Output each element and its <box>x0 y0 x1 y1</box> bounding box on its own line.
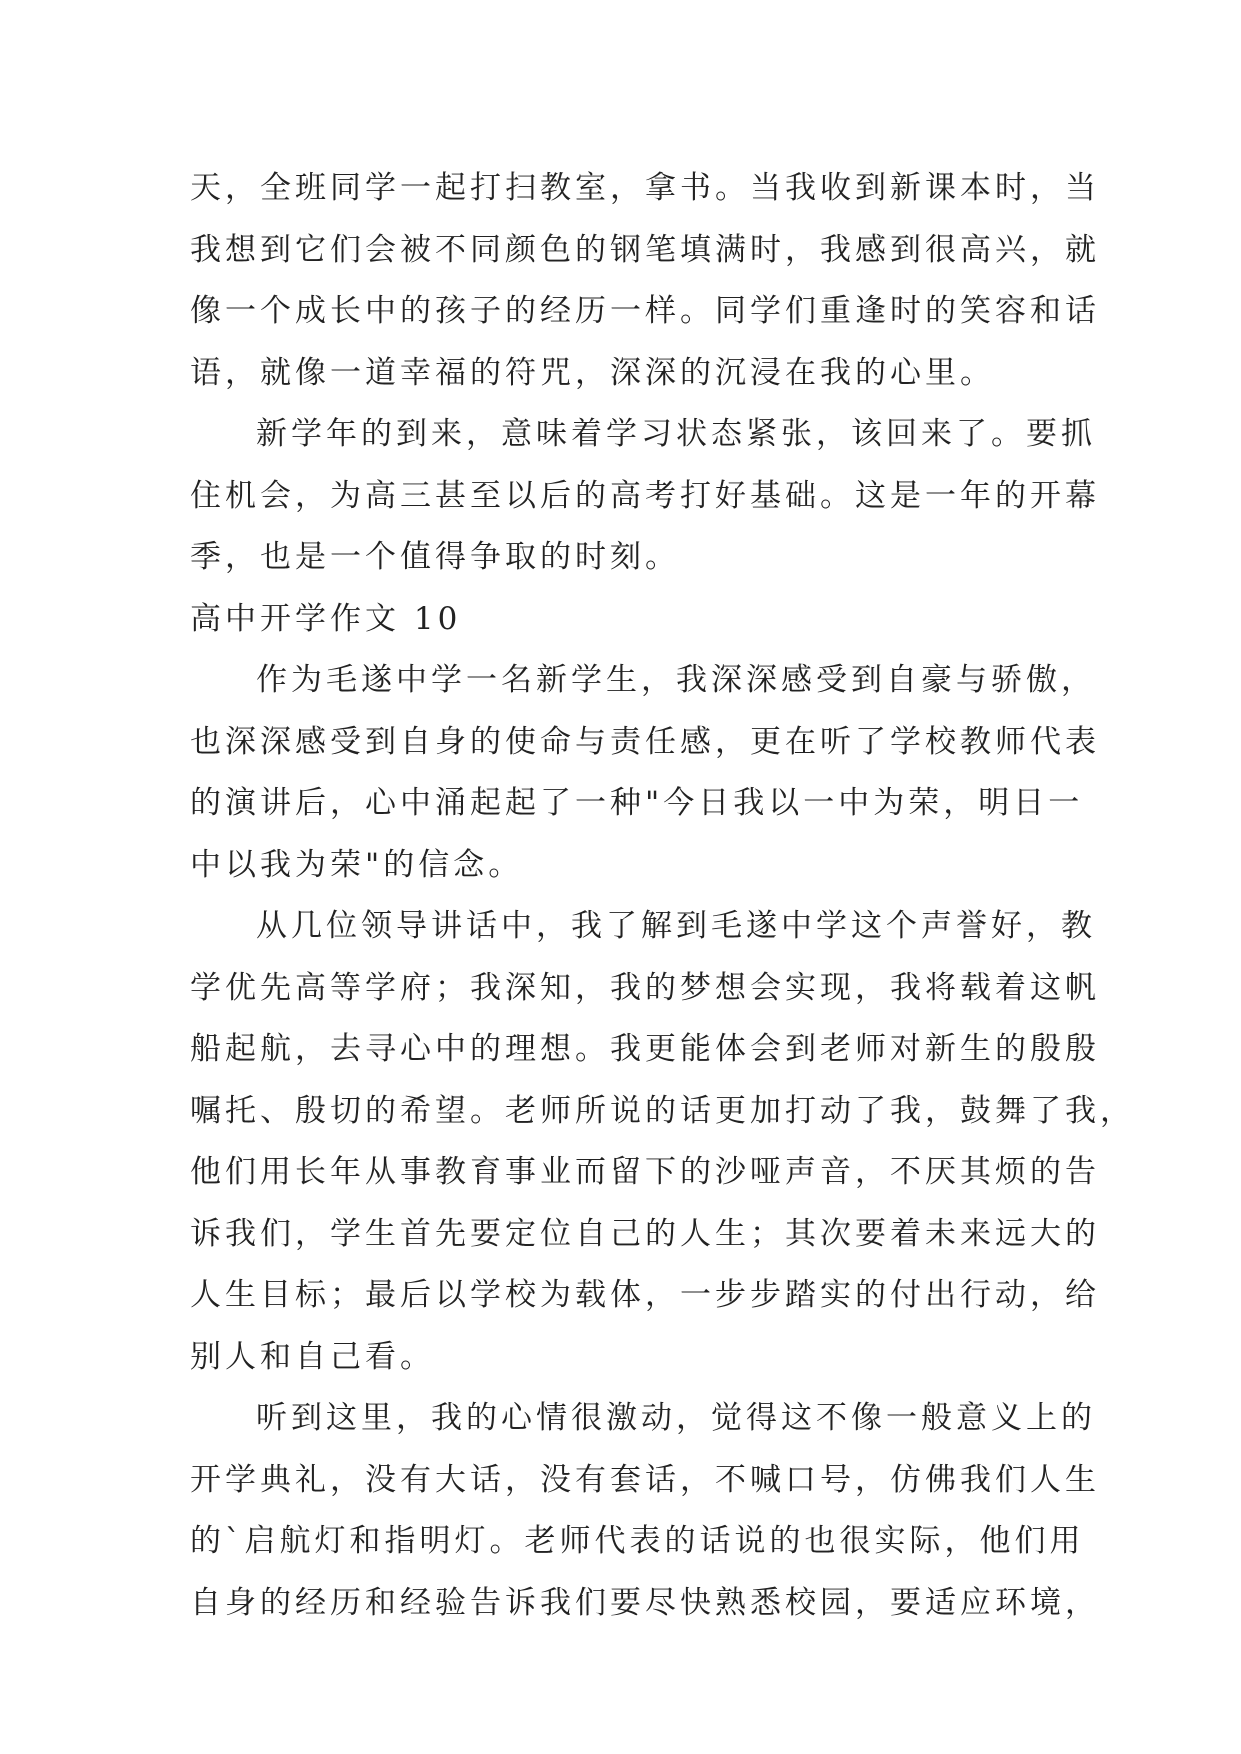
text-line: 我想到它们会被不同颜色的钢笔填满时，我感到很高兴，就 <box>190 231 1100 268</box>
paragraph-start-line: 新学年的到来，意味着学习状态紧张，该回来了。要抓 <box>256 416 1096 452</box>
text-line: 人生目标；最后以学校为载体，一步步踏实的付出行动，给 <box>190 1277 1100 1313</box>
text-line: 诉我们，学生首先要定位自己的人生；其次要着未来远大的 <box>190 1215 1100 1252</box>
text-line: 自身的经历和经验告诉我们要尽快熟悉校园，要适应环境， <box>190 1584 1100 1621</box>
paragraph-start-line: 作为毛遂中学一名新学生，我深深感受到自豪与骄傲， <box>256 662 1096 698</box>
text-line: 嘱托、殷切的希望。老师所说的话更加打动了我，鼓舞了我， <box>190 1092 1135 1129</box>
document-body <box>190 158 1135 1634</box>
text-line: 天，全班同学一起打扫教室，拿书。当我收到新课本时，当 <box>190 170 1100 206</box>
text-line: 像一个成长中的孩子的经历一样。同学们重逢时的笑容和话 <box>190 293 1100 329</box>
text-line: 的演讲后，心中涌起起了一种"今日我以一中为荣，明日一 <box>190 785 1084 821</box>
text-line: 语，就像一道幸福的符咒，深深的沉浸在我的心里。 <box>190 354 995 391</box>
text-line: 开学典礼，没有大话，没有套话，不喊口号，仿佛我们人生 <box>190 1461 1100 1498</box>
text-line: 住机会，为高三甚至以后的高考打好基础。这是一年的开幕 <box>190 477 1100 514</box>
text-line: 船起航，去寻心中的理想。我更能体会到老师对新生的殷殷 <box>190 1031 1100 1067</box>
paragraph-start-line: 从几位领导讲话中，我了解到毛遂中学这个声誉好，教 <box>256 908 1096 944</box>
section-heading: 高中开学作文 10 <box>190 600 462 637</box>
text-line: 也深深感受到自身的使命与责任感，更在听了学校教师代表 <box>190 723 1100 760</box>
paragraph-start-line: 听到这里，我的心情很激动，觉得这不像一般意义上的 <box>256 1400 1096 1436</box>
text-line: 的`启航灯和指明灯。老师代表的话说的也很实际，他们用 <box>190 1523 1085 1559</box>
text-line: 季，也是一个值得争取的时刻。 <box>190 539 680 575</box>
text-line: 别人和自己看。 <box>190 1338 435 1375</box>
text-line: 学优先高等学府；我深知，我的梦想会实现，我将载着这帆 <box>190 969 1100 1006</box>
text-line: 他们用长年从事教育事业而留下的沙哑声音，不厌其烦的告 <box>190 1154 1100 1190</box>
text-line: 中以我为荣"的信念。 <box>190 846 524 883</box>
